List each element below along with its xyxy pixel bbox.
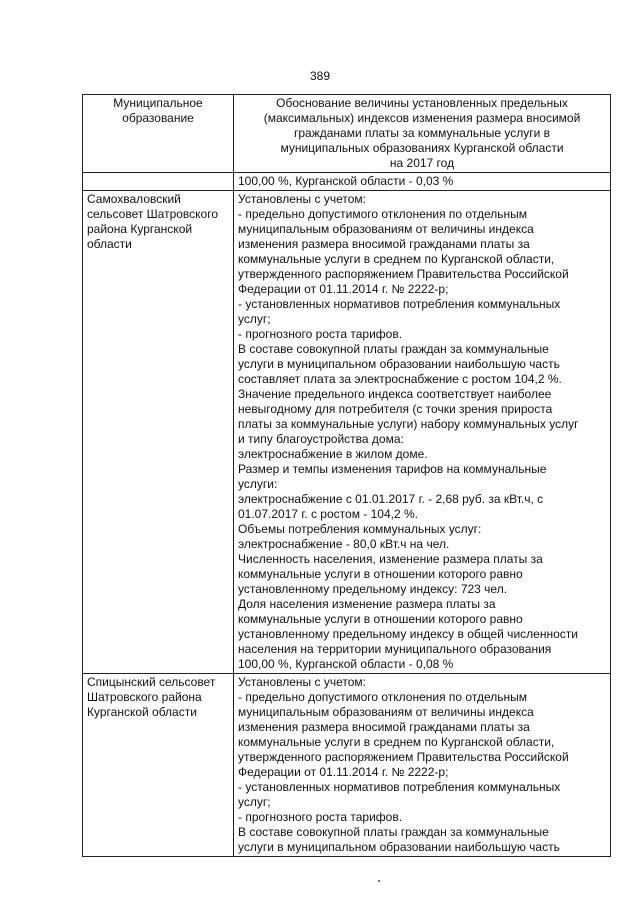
text-line: сельсовет Шатровского bbox=[87, 207, 219, 221]
scan-speck bbox=[378, 880, 380, 882]
text-line: - установленных нормативов потребления коммунальных bbox=[238, 780, 561, 794]
text-line: 01.07.2017 г. с ростом - 104,2 %. bbox=[238, 507, 418, 521]
text-line: области bbox=[87, 237, 132, 251]
text-line: 100,00 %, Курганской области - 0,03 % bbox=[238, 174, 454, 188]
text-line: коммунальные услуги в отношении которого равно bbox=[238, 567, 523, 581]
text-line: коммунальные услуги в отношении которого равно bbox=[238, 612, 523, 626]
text-line: Установлены с учетом: bbox=[238, 675, 366, 689]
text-line: - прогнозного роста тарифов. bbox=[238, 327, 403, 341]
text-line: Шатровского района bbox=[87, 690, 202, 704]
text-line: электроснабжение с 01.01.2017 г. - 2,68 руб. за кВт.ч, с bbox=[238, 492, 544, 506]
header-line: Муниципальное bbox=[113, 96, 203, 110]
text-line: муниципальным образованиям от величины индекса bbox=[238, 222, 534, 236]
text-line: В составе совокупной платы граждан за коммунальные bbox=[238, 342, 549, 356]
header-line: образование bbox=[122, 111, 194, 125]
text-line: Численность населения, изменение размера платы за bbox=[238, 552, 543, 566]
text-line: утвержденного распоряжением Правительства Российской bbox=[238, 750, 569, 764]
text-line: установленному предельному индексу: 723 чел. bbox=[238, 582, 508, 596]
header-line: Обоснование величины установленных предельных bbox=[276, 96, 568, 110]
text-line: В составе совокупной платы граждан за коммунальные bbox=[238, 825, 549, 839]
text-line: платы за коммунальные услуги) набору коммунальных услуг bbox=[238, 417, 579, 431]
text-line: - установленных нормативов потребления коммунальных bbox=[238, 297, 561, 311]
text-line: услуги: bbox=[238, 477, 278, 491]
header-line: муниципальных образованиях Курганской области bbox=[280, 141, 564, 155]
text-line: Федерации от 01.11.2014 г. № 2222-р; bbox=[238, 282, 449, 296]
text-line: района Курганской bbox=[87, 222, 193, 236]
text-line: Федерации от 01.11.2014 г. № 2222-р; bbox=[238, 765, 449, 779]
text-line: Самохваловский bbox=[87, 192, 181, 206]
text-line: услуги в муниципальном образовании наибольшую часть bbox=[238, 357, 560, 371]
text-line: услуг; bbox=[238, 312, 271, 326]
header-line: (максимальных) индексов изменения размера вносимой bbox=[263, 111, 581, 125]
text-line: изменения размера вносимой гражданами платы за bbox=[238, 237, 530, 251]
text-line: Объемы потребления коммунальных услуг: bbox=[238, 522, 482, 536]
page-number: 389 bbox=[309, 69, 331, 83]
text-line: и типу благоустройства дома: bbox=[238, 432, 404, 446]
text-line: 100,00 %, Курганской области - 0,08 % bbox=[238, 657, 454, 671]
text-line: Установлены с учетом: bbox=[238, 192, 366, 206]
table-header-row bbox=[83, 95, 611, 173]
text-line: электроснабжение - 80,0 кВт.ч на чел. bbox=[238, 537, 450, 551]
text-line: коммунальные услуги в среднем по Курганской области, bbox=[238, 252, 555, 266]
header-line: на 2017 год bbox=[389, 156, 455, 170]
text-line: - прогнозного роста тарифов. bbox=[238, 810, 403, 824]
municipality-name-cell bbox=[83, 191, 234, 674]
text-line: составляет плата за электроснабжение с ростом 104,2 %. bbox=[238, 372, 562, 386]
text-line: услуг; bbox=[238, 795, 271, 809]
table-row bbox=[83, 191, 611, 674]
continuation-text-cell bbox=[234, 173, 611, 191]
justification-text-cell bbox=[234, 674, 611, 857]
text-line: - предельно допустимого отклонения по отдельным bbox=[238, 690, 527, 704]
text-line: изменения размера вносимой гражданами платы за bbox=[238, 720, 530, 734]
text-line: Спицынский сельсовет bbox=[87, 675, 216, 689]
text-line: Значение предельного индекса соответствует наиболее bbox=[238, 387, 552, 401]
text-line: Курганской области bbox=[87, 705, 197, 719]
text-line: установленному предельному индексу в общей численности bbox=[238, 627, 578, 641]
text-line: электроснабжение в жилом доме. bbox=[238, 447, 428, 461]
header-justification bbox=[234, 95, 611, 173]
table-row bbox=[83, 674, 611, 857]
justification-text-cell bbox=[234, 191, 611, 674]
municipality-name-cell bbox=[83, 674, 234, 857]
header-municipality bbox=[83, 95, 234, 173]
text-line: Размер и темпы изменения тарифов на коммунальные bbox=[238, 462, 547, 476]
continuation-name-cell bbox=[83, 173, 234, 191]
text-line: - предельно допустимого отклонения по отдельным bbox=[238, 207, 527, 221]
text-line: невыгодному для потребителя (с точки зрения прироста bbox=[238, 402, 553, 416]
header-line: гражданами платы за коммунальные услуги в bbox=[293, 126, 551, 140]
text-line: услуги в муниципальном образовании наибольшую часть bbox=[238, 840, 560, 854]
tariff-index-table bbox=[82, 94, 611, 857]
continuation-row bbox=[83, 173, 611, 191]
text-line: утвержденного распоряжением Правительства Российской bbox=[238, 267, 569, 281]
text-line: Доля населения изменение размера платы за bbox=[238, 597, 496, 611]
text-line: населения на территории муниципального образования bbox=[238, 642, 552, 656]
text-line: коммунальные услуги в среднем по Курганской области, bbox=[238, 735, 555, 749]
text-line: муниципальным образованиям от величины индекса bbox=[238, 705, 534, 719]
